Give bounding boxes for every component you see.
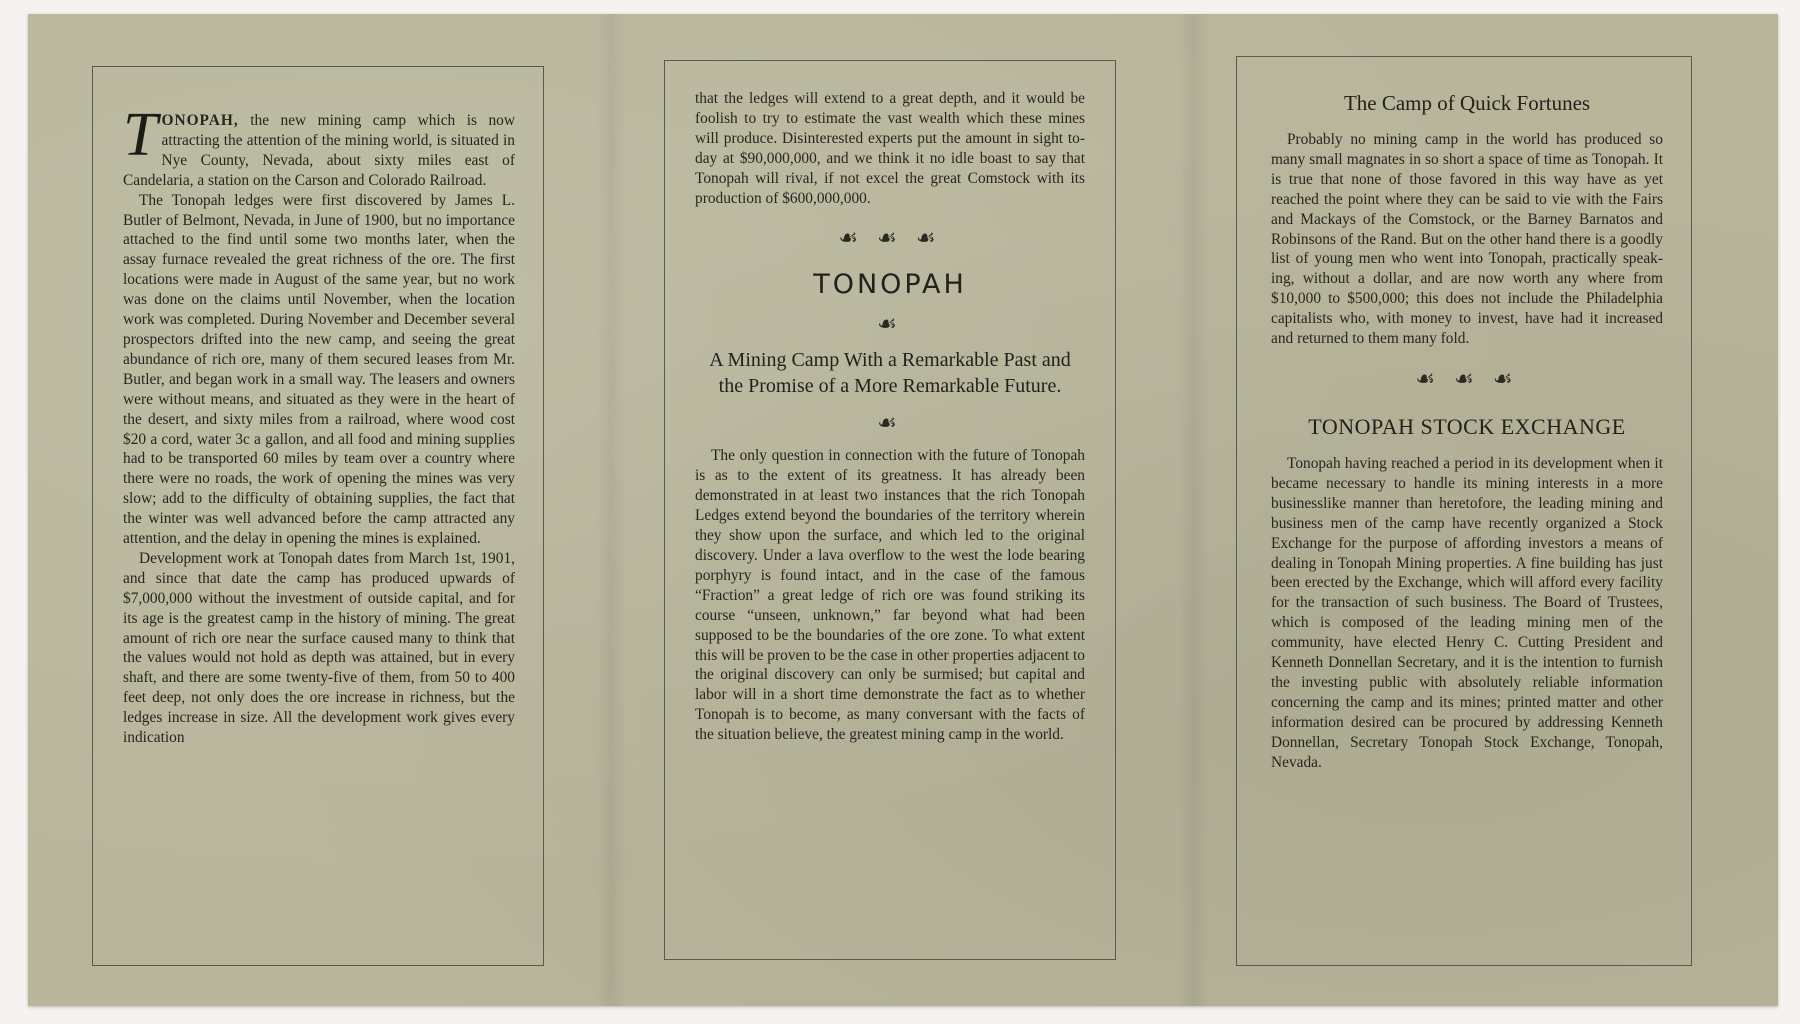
left-paragraph-1-text: the new mining camp which is now attracting the attention of the mining world, is situated in Nye County, Nevada, about sixty miles east of Candelaria, a station on the Carson and Colorado Railroad. — [123, 112, 515, 189]
middle-body: The only question in connection with the future of Tonopah is as to the extent of its greatness. It has already been demonstrated in at least two instances that the rich Tonopah Ledges extend beyond the boundaries of the territory wherein they show upon the surface, and which led to the original discovery. Under a lava overflow to the west the lode bearing porphyry is found intact, and in the case of the famous “Fraction” a great ledge of rich ore was found striking its course “unseen, unknown,” far beyond what had been supposed to be the boundaries of the ore zone. To what extent this will be proven to be the case in other properties adjacent to the original discovery can only be surmised; but capital and labor will in a short time demonstrate the fact as to whether Tonopah is to become, as many conversant with the facts of the situation believe, the greatest mining camp in the world. — [695, 447, 1085, 744]
lead-word: ONOPAH, — [161, 112, 239, 129]
middle-continuation: that the ledges will extend to a great depth, and it would be foolish to try to estimate the vast wealth which these mines will produce. Disinterested experts put the amount in sight to-day at $90,000,000, and we think it no idle boast to say that Tonopah will rival, if not excel the great Comstock with its production of $600,000,000. — [695, 90, 1085, 207]
left-paragraph-3: Development work at Tonopah dates from March 1st, 1901, and since that date the camp has produced upwards of $7,000,000 without the investment of outside capital, and for its age is the greatest camp in the history of mining. The great amount of rich ore near the surface caused many to think that the values would not hold as depth was attained, but in every shaft, and there are some twenty-five of them, from 50 to 400 feet deep, not only does the ore increase in richness, but the ledges increase in size. All the development work gives every indication — [123, 549, 515, 747]
right-panel — [1236, 56, 1692, 966]
brochure-subtitle: A Mining Camp With a Remarkable Past and the Promise of a More Remarkable Future. — [709, 349, 1071, 398]
left-paragraph-1 — [123, 101, 515, 191]
right-paragraph-2: Tonopah having reached a period in its development when it became necessary to handle its mining interests in a more businesslike manner than heretofore, the leading mining and business men of the camp have recently organized a Stock Exchange for the purpose of affording investors a means of dealing in Tonopah Mining properties. A fine building has just been erected by the Exchange, which will afford every facility for the transaction of such business. The Board of Trustees, which is composed of the leading mining men of the community, have elected Henry C. Cutting President and Kenneth Donnellan Secretary, and it is the intention to furnish the investing public with absolutely reliable information concerning the camp and its mines; printed matter and other information desired can be procured by addressing Kenneth Donnellan, Secretary Tonopah Stock Exchange, Tonopah, Nevada. — [1271, 454, 1663, 771]
fleuron-ornament-triple: ☙ ☙ ☙ — [838, 226, 942, 252]
brochure-title: TONOPAH — [813, 269, 967, 301]
right-paragraph-1: Probably no mining camp in the world has produced so many small magnates in so short a space of time as Tonopah. It is true that none of those favored in this way have as yet reached the point where they can be said to vie with the Fairs and Mackays of the Comstock, or the Barney Barnatos and Robinsons of the Rand. But on the other hand there is a goodly list of young men who went into Tonopah, practically speaking, without a dollar, and are now worth any where from $10,000 to $500,000; this does not include the Philadelphia capitalists who, with money to invest, have had it increased and returned to them many fold. — [1271, 131, 1663, 348]
fleuron-ornament-triple: ☙ ☙ ☙ — [1415, 366, 1519, 392]
left-panel — [92, 66, 544, 966]
brochure-sheet — [28, 14, 1778, 1006]
fleuron-ornament: ☙ — [877, 411, 903, 437]
middle-panel — [664, 60, 1116, 960]
drop-cap: T — [123, 101, 158, 169]
heading-stock-exchange: TONOPAH STOCK EXCHANGE — [1308, 413, 1626, 439]
left-paragraph-2: The Tonopah ledges were first discovered by James L. Butler of Belmont, Nevada, in June of 1900, but no importance attached to the find until some two months later, when the assay furnace revealed the great richness of the ore. The first locations were made in August of the same year, but no work was done on the claims until November, when the location work was completed. During November and December several prospectors drifted into the new camp, and seeing the great abundance of rich ore, many of them secured leases from Mr. Butler, and began work in a small way. The leasers and owners were without means, and situated as they were in the heart of the desert, and sixty miles from a railroad, where wood cost $20 a cord, water 3c a gallon, and all food and mining supplies had to be transported 60 miles by team over a country where there were no roads, the work of opening the mines was very slow; add to the difficulty of obtaining supplies, the fact that the winter was well advanced before the camp attracted any attention, and the delay in opening the mines is explained. — [123, 191, 515, 548]
fleuron-ornament: ☙ — [877, 312, 903, 338]
heading-quick-fortunes: The Camp of Quick Fortunes — [1343, 91, 1591, 115]
